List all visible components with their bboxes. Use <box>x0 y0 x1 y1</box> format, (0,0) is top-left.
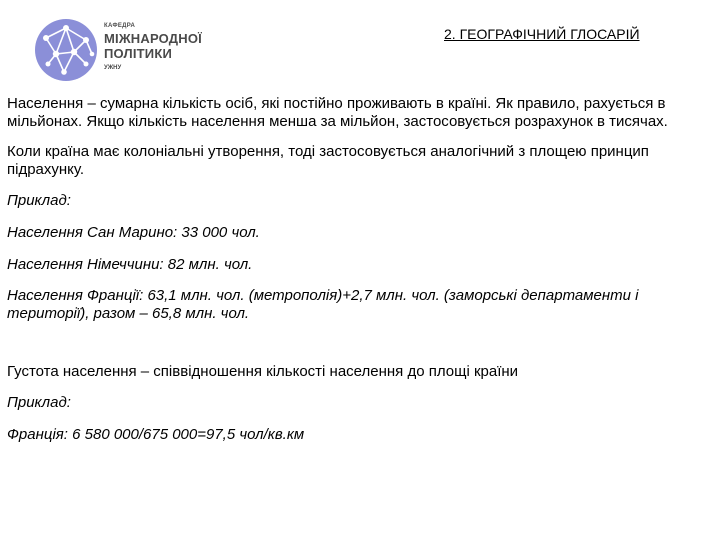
density-example-france: Франція: 6 580 000/675 000=97,5 чол/кв.км <box>7 426 305 443</box>
example-label: Приклад: <box>7 192 71 209</box>
logo-line-department: КАФЕДРА <box>104 23 136 29</box>
logo-line-international: МІЖНАРОДНОЇ <box>104 31 202 46</box>
population-definition: Населення – сумарна кількість осіб, які постійно проживають в країні. Як правило, рахується в мільйонах. Якщо кількість населення менша за мільйон, застосовується розрахунок в тисячах. <box>7 95 668 130</box>
example-france: Населення Франції: 63,1 млн. чол. (метрополія)+2,7 млн. чол. (заморські департаменти і території), разом – 65,8 млн. чол. <box>7 287 639 322</box>
logo-line-university: УЖНУ <box>104 65 122 71</box>
logo-text <box>104 22 214 73</box>
density-definition: Густота населення – співвідношення кількості населення до площі країни <box>7 363 519 380</box>
department-logo <box>34 18 202 94</box>
globe-network-icon <box>34 18 98 82</box>
page-title: 2. ГЕОГРАФІЧНИЙ ГЛОСАРІЙ <box>444 26 640 42</box>
logo-line-politics: ПОЛІТИКИ <box>104 46 173 61</box>
colonial-note: Коли країна має колоніальні утворення, тоді застосовується аналогічний з площею принцип підрахунку. <box>7 143 649 178</box>
example-germany: Населення Німеччини: 82 млн. чол. <box>7 256 253 273</box>
glossary-content <box>7 95 713 444</box>
density-example-label: Приклад: <box>7 394 71 411</box>
example-san-marino: Населення Сан Марино: 33 000 чол. <box>7 224 260 241</box>
